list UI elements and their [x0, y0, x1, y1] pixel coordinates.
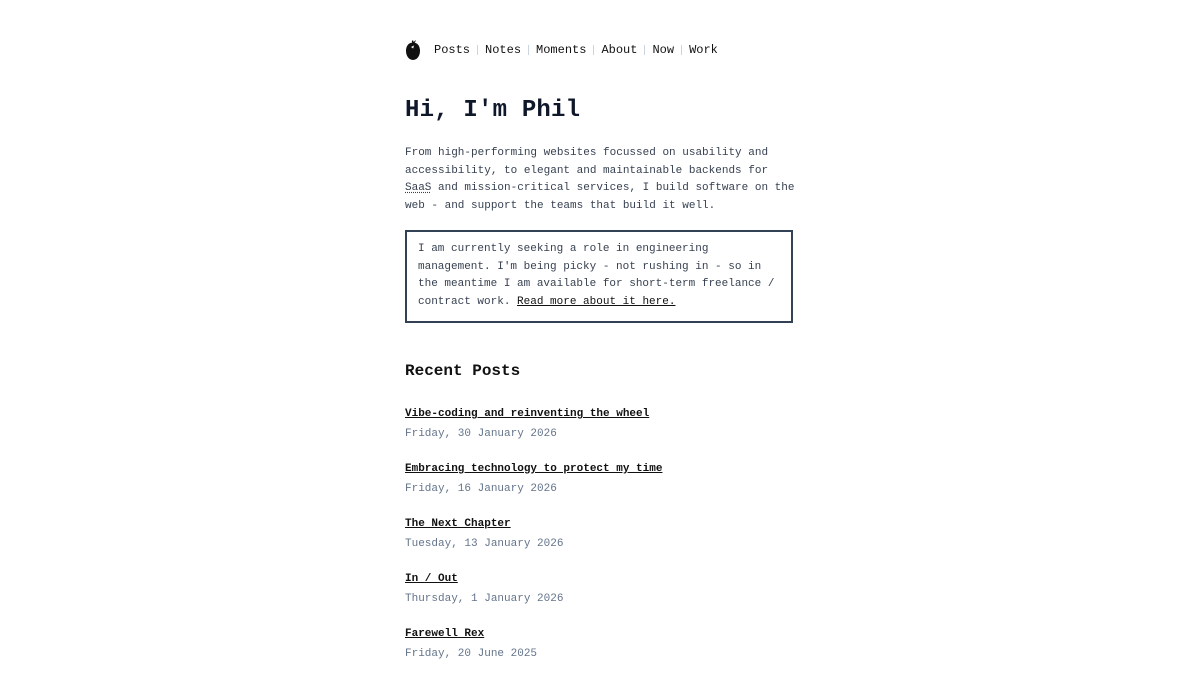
- read-more-link[interactable]: Read more about it here.: [517, 295, 676, 308]
- nav-separator: [477, 45, 478, 55]
- post-title-link[interactable]: Farewell Rex: [405, 628, 485, 640]
- intro-text-start: From high-performing websites focussed on usability and accessibility, to elegant and maintainable backends for: [405, 147, 769, 177]
- post-item: [405, 513, 662, 568]
- nav-item-notes[interactable]: Notes: [485, 43, 522, 57]
- nav-item-posts[interactable]: Posts: [434, 43, 471, 57]
- callout-text: I am currently seeking a role in engineering management. I'm being picky - not rushing in - so in the meantime I am available for short-term freelance / contract work.: [418, 243, 775, 308]
- post-date: Tuesday, 13 January 2026: [405, 538, 564, 550]
- post-date: Thursday, 1 January 2026: [405, 593, 564, 605]
- post-title-link[interactable]: In / Out: [405, 573, 458, 585]
- saas-abbreviation[interactable]: SaaS: [405, 182, 432, 194]
- nav-item-moments[interactable]: Moments: [536, 43, 587, 57]
- nav-separator: [593, 45, 594, 55]
- post-date: Friday, 16 January 2026: [405, 483, 557, 495]
- post-title-link[interactable]: Embracing technology to protect my time: [405, 463, 663, 475]
- bird-silhouette-icon[interactable]: [405, 39, 421, 61]
- post-title-link[interactable]: Vibe-coding and reinventing the wheel: [405, 408, 650, 420]
- recent-posts-list: [405, 403, 662, 678]
- post-item: [405, 623, 662, 678]
- nav-separator: [681, 45, 682, 55]
- nav-separator: [644, 45, 645, 55]
- nav-item-work[interactable]: Work: [689, 43, 718, 57]
- nav-item-now[interactable]: Now: [652, 43, 675, 57]
- nav-item-about[interactable]: About: [601, 43, 638, 57]
- nav-separator: [528, 45, 529, 55]
- recent-posts-heading: Recent Posts: [405, 362, 521, 380]
- post-item: [405, 458, 662, 513]
- site-nav: [405, 39, 718, 61]
- nav-list: [434, 43, 718, 57]
- post-item: [405, 568, 662, 623]
- intro-text-end: and mission-critical services, I build software on the web - and support the teams that build it well.: [405, 182, 795, 212]
- post-item: [405, 403, 662, 458]
- intro-paragraph: [405, 145, 795, 215]
- post-title-link[interactable]: The Next Chapter: [405, 518, 511, 530]
- page-title: Hi, I'm Phil: [405, 97, 581, 124]
- availability-callout: [405, 230, 793, 323]
- post-date: Friday, 20 June 2025: [405, 648, 538, 660]
- post-date: Friday, 30 January 2026: [405, 428, 557, 440]
